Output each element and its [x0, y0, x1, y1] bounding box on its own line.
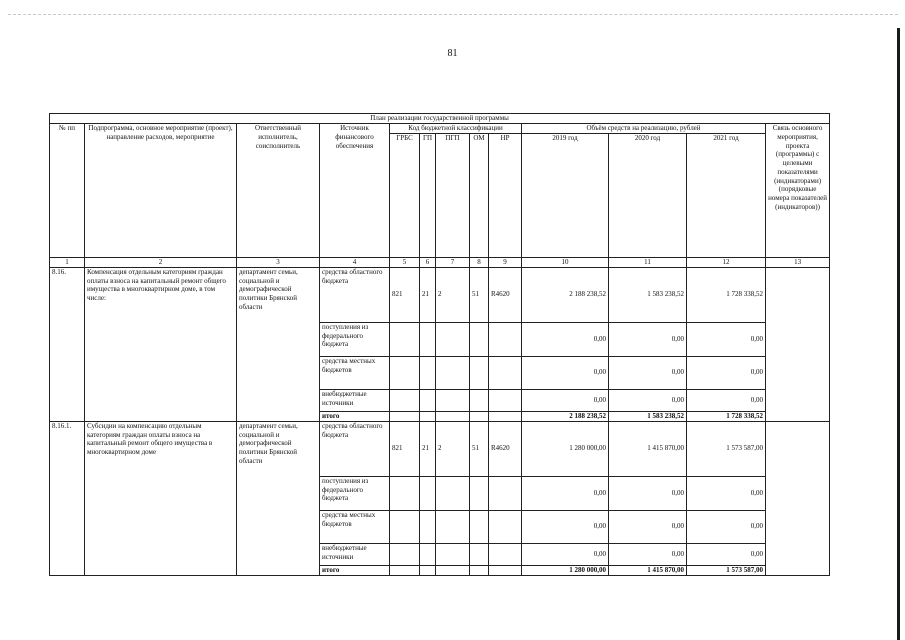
header-link: Связь основного мероприятия, проекта (программы) с целевыми показателями (индикаторами) (порядковые номера показателей (индикаторов)) — [766, 124, 830, 258]
cell-source: итого — [320, 565, 390, 575]
cell-source: внебюджетные источники — [320, 543, 390, 565]
cell-y2019: 1 280 000,00 — [522, 565, 609, 575]
cell-y2021: 1 728 338,52 — [687, 411, 766, 421]
cell-om: 51 — [470, 421, 489, 476]
cell-om — [470, 411, 489, 421]
plan-table — [49, 113, 830, 576]
cell-y2021: 1 573 587,00 — [687, 565, 766, 575]
cell-np — [489, 565, 522, 575]
cell-om — [470, 543, 489, 565]
cell-y2020: 0,00 — [609, 322, 687, 356]
cell-source: средства местных бюджетов — [320, 510, 390, 543]
cell-np: R4620 — [489, 421, 522, 476]
cell-y2019: 0,00 — [522, 356, 609, 389]
col-number: 11 — [609, 258, 687, 268]
cell-source: поступления из федерального бюджета — [320, 322, 390, 356]
cell-gp — [420, 389, 436, 411]
header-grbs: ГРБС — [390, 134, 420, 258]
header-source: Источник финансового обеспечения — [320, 124, 390, 258]
table-row — [50, 267, 830, 322]
cell-source: поступления из федерального бюджета — [320, 476, 390, 510]
cell-pgp — [436, 565, 470, 575]
cell-source: средства областного бюджета — [320, 267, 390, 322]
cell-y2019: 2 188 238,52 — [522, 267, 609, 322]
cell-om — [470, 510, 489, 543]
col-number: 2 — [85, 258, 237, 268]
cell-pgp — [436, 510, 470, 543]
cell-om — [470, 565, 489, 575]
cell-source: средства областного бюджета — [320, 421, 390, 476]
header-gp: ГП — [420, 134, 436, 258]
cell-source: итого — [320, 411, 390, 421]
scan-edge-bar — [897, 28, 900, 640]
cell-pgp — [436, 389, 470, 411]
col-number: 5 — [390, 258, 420, 268]
cell-y2019: 2 188 238,52 — [522, 411, 609, 421]
cell-gp: 21 — [420, 267, 436, 322]
cell-y2019: 0,00 — [522, 322, 609, 356]
cell-y2020: 1 415 870,00 — [609, 565, 687, 575]
scan-noise-line — [8, 14, 898, 17]
col-number: 6 — [420, 258, 436, 268]
col-number: 3 — [237, 258, 320, 268]
cell-y2021: 1 728 338,52 — [687, 267, 766, 322]
cell-source: средства местных бюджетов — [320, 356, 390, 389]
header-budget-code: Код бюджетной классификации — [390, 124, 522, 134]
header-om: ОМ — [470, 134, 489, 258]
cell-y2019: 0,00 — [522, 510, 609, 543]
cell-gp — [420, 356, 436, 389]
cell-np: R4620 — [489, 267, 522, 322]
block-number: 8.16.1. — [50, 421, 85, 575]
cell-source: внебюджетные источники — [320, 389, 390, 411]
cell-gp — [420, 411, 436, 421]
cell-np — [489, 543, 522, 565]
header-2019: 2019 год — [522, 134, 609, 258]
cell-y2019: 1 280 000,00 — [522, 421, 609, 476]
column-numbers-row — [50, 258, 830, 268]
header-num: № пп — [50, 124, 85, 258]
cell-y2020: 1 583 238,52 — [609, 411, 687, 421]
cell-y2020: 0,00 — [609, 356, 687, 389]
cell-grbs — [390, 356, 420, 389]
cell-np — [489, 356, 522, 389]
cell-pgp — [436, 411, 470, 421]
cell-np — [489, 476, 522, 510]
cell-grbs — [390, 322, 420, 356]
cell-om — [470, 322, 489, 356]
cell-grbs: 821 — [390, 267, 420, 322]
col-number: 7 — [436, 258, 470, 268]
col-number: 1 — [50, 258, 85, 268]
col-number: 4 — [320, 258, 390, 268]
cell-y2021: 0,00 — [687, 476, 766, 510]
cell-link — [766, 267, 830, 421]
header-subprogram: Подпрограмма, основное мероприятие (проект), направление расходов, мероприятие — [85, 124, 237, 258]
cell-om — [470, 389, 489, 411]
cell-gp — [420, 565, 436, 575]
cell-grbs — [390, 389, 420, 411]
block-responsible: департамент семьи, социальной и демографической политики Брянской области — [237, 421, 320, 575]
cell-link — [766, 421, 830, 575]
cell-grbs — [390, 411, 420, 421]
cell-gp — [420, 476, 436, 510]
header-pgp: ПГП — [436, 134, 470, 258]
cell-y2020: 0,00 — [609, 476, 687, 510]
cell-y2020: 1 415 870,00 — [609, 421, 687, 476]
cell-pgp: 2 — [436, 421, 470, 476]
table-row — [50, 421, 830, 476]
cell-pgp: 2 — [436, 267, 470, 322]
cell-y2020: 0,00 — [609, 389, 687, 411]
cell-np — [489, 389, 522, 411]
cell-gp — [420, 322, 436, 356]
cell-om: 51 — [470, 267, 489, 322]
cell-gp: 21 — [420, 421, 436, 476]
block-name: Субсидии на компенсацию отдельным категориям граждан оплаты взноса на капитальный ремонт общего имущества в многоквартирном доме — [85, 421, 237, 575]
cell-y2021: 0,00 — [687, 543, 766, 565]
page-number: 81 — [447, 48, 458, 59]
cell-y2019: 0,00 — [522, 476, 609, 510]
cell-y2021: 1 573 587,00 — [687, 421, 766, 476]
header-responsible: Ответственный исполнитель, соисполнитель — [237, 124, 320, 258]
cell-pgp — [436, 476, 470, 510]
cell-np — [489, 411, 522, 421]
cell-grbs — [390, 543, 420, 565]
cell-y2019: 0,00 — [522, 389, 609, 411]
cell-om — [470, 356, 489, 389]
cell-gp — [420, 510, 436, 543]
header-np: НР — [489, 134, 522, 258]
cell-y2021: 0,00 — [687, 389, 766, 411]
cell-grbs: 821 — [390, 421, 420, 476]
cell-pgp — [436, 356, 470, 389]
cell-y2021: 0,00 — [687, 356, 766, 389]
col-number: 13 — [766, 258, 830, 268]
cell-np — [489, 322, 522, 356]
cell-grbs — [390, 565, 420, 575]
block-number: 8.16. — [50, 267, 85, 421]
cell-y2020: 0,00 — [609, 543, 687, 565]
plan-table-body — [50, 114, 830, 576]
cell-y2021: 0,00 — [687, 322, 766, 356]
col-number: 12 — [687, 258, 766, 268]
block-responsible: департамент семьи, социальной и демографической политики Брянской области — [237, 267, 320, 421]
col-number: 10 — [522, 258, 609, 268]
header-volume: Объём средств на реализацию, рублей — [522, 124, 766, 134]
cell-y2020: 0,00 — [609, 510, 687, 543]
cell-np — [489, 510, 522, 543]
col-number: 8 — [470, 258, 489, 268]
cell-y2020: 1 583 238,52 — [609, 267, 687, 322]
col-number: 9 — [489, 258, 522, 268]
cell-y2021: 0,00 — [687, 510, 766, 543]
cell-pgp — [436, 543, 470, 565]
block-name: Компенсация отдельным категориям граждан оплаты взноса на капитальный ремонт общего имущества в многоквартирном доме, в том числе: — [85, 267, 237, 421]
header-2021: 2021 год — [687, 134, 766, 258]
cell-grbs — [390, 476, 420, 510]
cell-grbs — [390, 510, 420, 543]
header-2020: 2020 год — [609, 134, 687, 258]
cell-pgp — [436, 322, 470, 356]
cell-gp — [420, 543, 436, 565]
table-caption: План реализации государственной программы — [50, 114, 830, 124]
cell-om — [470, 476, 489, 510]
cell-y2019: 0,00 — [522, 543, 609, 565]
